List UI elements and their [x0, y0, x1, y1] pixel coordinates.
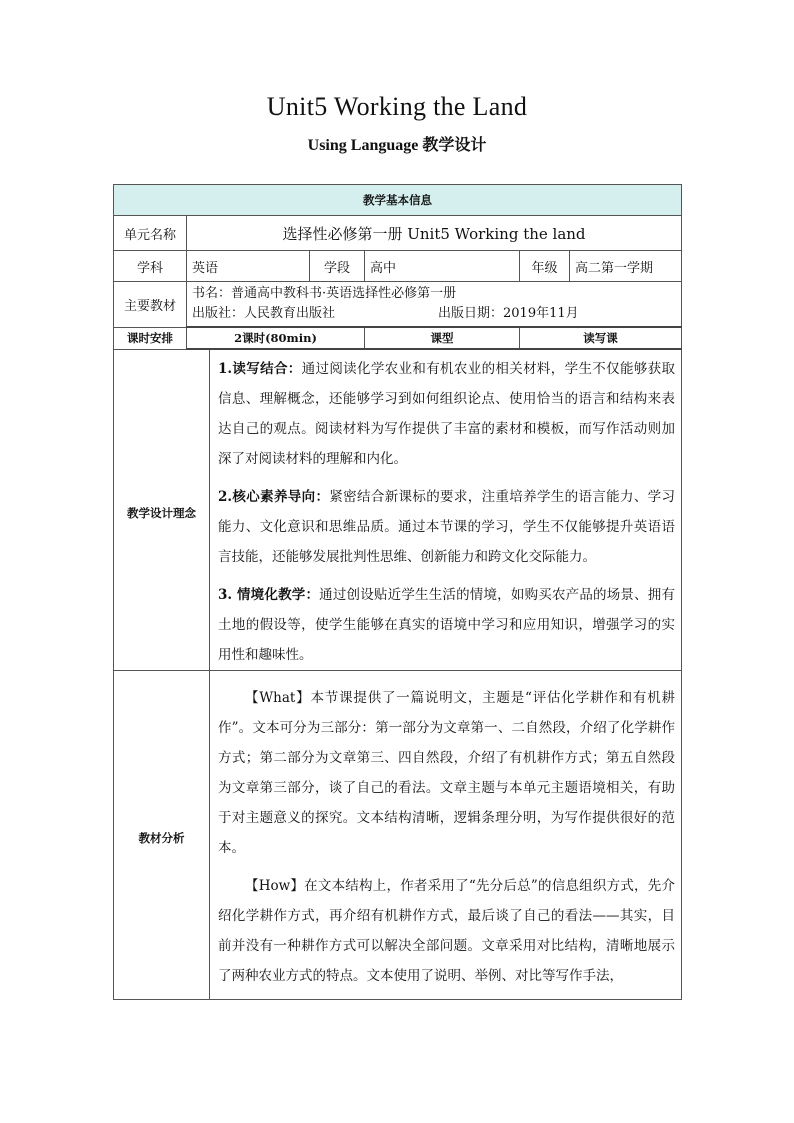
textbook-date: 出版日期：2019年11月 [438, 306, 579, 321]
class-type-label: 课型 [365, 327, 520, 349]
document-subtitle: Using Language 教学设计 [307, 137, 487, 154]
table-header-row [114, 185, 682, 216]
analysis-how-text: 在文本结构上，作者采用了“先分后总”的信息组织方式，先介绍化学耕作方式，再介绍有机耕作方式，最后谈了自己的看法——其实，目前并没有一种耕作方式可以解决全部问题。文章采用对比结构，清晰地展示了两种农业方式的特点。文本使用了说明、举例、对比等写作手法， [218, 878, 675, 984]
design-point-3 [218, 580, 675, 670]
unit-value: 选择性必修第一册 Unit5 Working the land [187, 216, 682, 251]
class-type-value: 读写课 [520, 327, 682, 349]
design-point-2 [218, 482, 675, 572]
design-point-2-text: 紧密结合新课标的要求，注重培养学生的语言能力、学习能力、文化意识和思维品质。通过本节课的学习，学生不仅能够提升英语语言技能，还能够发展批判性思维、创新能力和跨文化交际能力。 [218, 489, 676, 565]
schedule-row [114, 327, 682, 349]
table-header: 教学基本信息 [114, 185, 682, 216]
textbook-analysis-label: 教材分析 [114, 671, 210, 1000]
textbook-analysis-row [114, 671, 682, 1000]
design-point-1-heading: 1.读写结合： [218, 361, 302, 377]
analysis-how [218, 871, 675, 991]
design-point-2-heading: 2.核心素养导向： [218, 489, 330, 505]
stage-label: 学段 [310, 251, 365, 282]
textbook-info [187, 282, 682, 328]
analysis-what-text: 本节课提供了一篇说明文，主题是“评估化学耕作和有机耕作”。文本可分为三部分：第一部分为文章第一、二自然段，介绍了化学耕作方式；第二部分为文章第三、四自然段，介绍了有机耕作方式；第五自然段为文章第三部分，谈了自己的看法。文章主题与本单元主题语境相关，有助于对主题意义的探究。文本结构清晰，逻辑条理分明，为写作提供很好的范本。 [218, 690, 676, 856]
textbook-analysis-content [210, 671, 682, 1000]
schedule-label: 课时安排 [114, 327, 187, 349]
analysis-how-heading: 【How】 [245, 878, 305, 894]
basic-info-row [114, 251, 682, 282]
schedule-value: 2课时(80min) [187, 327, 365, 349]
lesson-info-table [113, 184, 682, 1000]
textbook-title: 书名：普通高中教科书·英语选择性必修第一册 [192, 286, 457, 301]
design-concept-row [114, 349, 682, 671]
analysis-what [218, 683, 675, 863]
textbook-label: 主要教材 [114, 282, 187, 328]
analysis-what-heading: 【What】 [245, 690, 311, 706]
textbook-row [114, 282, 682, 328]
unit-row [114, 216, 682, 251]
design-concept-label: 教学设计理念 [114, 349, 210, 671]
design-point-1 [218, 354, 675, 474]
textbook-publisher-line [192, 304, 681, 324]
design-point-3-text: 通过创设贴近学生生活的情境，如购买农产品的场景、拥有土地的假设等，使学生能够在真实的语境中学习和应用知识，增强学习的实用性和趣味性。 [218, 587, 676, 663]
grade-value: 高二第一学期 [570, 251, 682, 282]
design-point-3-heading: 3. 情境化教学： [218, 587, 320, 603]
stage-value: 高中 [365, 251, 520, 282]
textbook-publisher: 出版社：人民教育出版社 [192, 306, 336, 321]
subject-value: 英语 [187, 251, 310, 282]
subject-label: 学科 [114, 251, 187, 282]
unit-label: 单元名称 [114, 216, 187, 251]
design-concept-content [210, 349, 682, 671]
design-point-1-text: 通过阅读化学农业和有机农业的相关材料，学生不仅能够获取信息、理解概念，还能够学习到如何组织论点、使用恰当的语言和结构来表达自己的观点。阅读材料为写作提供了丰富的素材和模板，而写作活动则加深了对阅读材料的理解和内化。 [218, 361, 676, 467]
document-title: Unit5 Working the Land [266, 92, 528, 121]
grade-label: 年级 [520, 251, 570, 282]
